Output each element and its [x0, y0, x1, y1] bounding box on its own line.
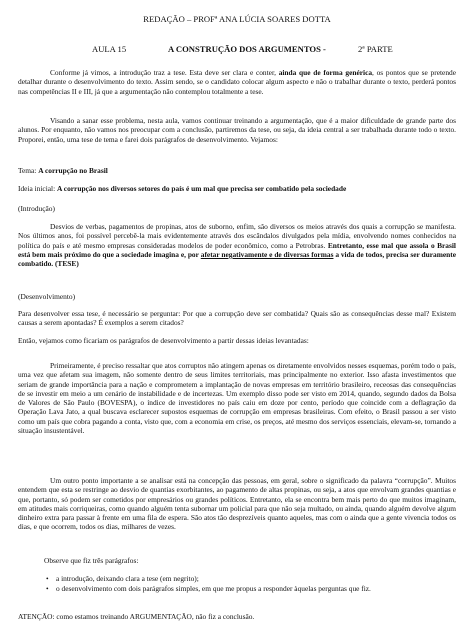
- observe-text: Observe que fiz três parágrafos:: [44, 556, 139, 565]
- second-paragraph: Visando a sanar esse problema, nesta aula, vamos continuar treinando a argumentação, que é a maior dificuldade de grande parte dos alunos. Por enquanto, não vamos nos preocupar com a conclusão, partiremos da tese, ou seja, da ideia central a ser trabalhada durante todo o texto. Proporei, então, uma tese de tema e farei dois parágrafos de desenvolvimento. Vejamos:: [18, 116, 456, 144]
- introduction-bold-1: Entretanto, esse mal que assola o Brasil está bem mais próximo do que a sociedade imagina e, por: [18, 240, 456, 259]
- introduction-tese: (TESE): [54, 259, 79, 269]
- lesson-title: A CONSTRUÇÃO DOS ARGUMENTOS -: [168, 44, 326, 54]
- theme-line: [18, 166, 456, 175]
- intro-paragraph-bold: ainda que de forma genérica: [278, 68, 373, 77]
- introduction-paragraph: [18, 222, 456, 268]
- lesson-number: AULA 15: [92, 44, 127, 54]
- document-header-title: REDAÇÃO – PROFª ANA LÚCIA SOARES DOTTA: [143, 14, 331, 24]
- summary-list: [46, 574, 466, 594]
- initial-idea-line: [18, 184, 456, 193]
- introduction-underlined: afetar negativamente e de diversas formas: [200, 249, 334, 259]
- intro-paragraph-text: Conforme já vimos, a introdução traz a tese. Esta deve ser clara e conter,: [50, 68, 276, 77]
- list-item: • o desenvolvimento com dois parágrafos simples, em que me propus a responder àquelas perguntas que fiz.: [46, 584, 466, 594]
- development-label: (Desenvolvimento): [18, 292, 76, 301]
- introduction-bold-2: a vida de todos, precisa ser duramente combatido.: [18, 249, 456, 269]
- intro-paragraph-text-after: , os pontos que se pretende detalhar durante o desenvolvimento do texto. Assim sendo, se o candidato colocar algum aspecto e não o trabalhar durante o texto, perderá pontos nas competências II e III, já que a argumentação não contemplou totalmente a tese.: [18, 68, 456, 96]
- attention-note: ATENÇÃO: como estamos treinando ARGUMENTAÇÃO, não fiz a conclusão.: [18, 612, 255, 621]
- development-paragraph-1: Primeiramente, é preciso ressaltar que atos corruptos não atingem apenas os diretamente envolvidos nesses esquemas, porém todo o país, uma vez que afetam sua imagem, não somente dentro de seus limites territoriais, mas principalmente no exterior. Isso afasta investimentos que seriam de grande importância para a nação e comprometem a implantação de novas empresas em território brasileiro, receosas das consequências de se investir em meio a um cenário de instabilidade e de incertezas. Um exemplo disso pode ser visto em 2014, quando, segundo dados da Bolsa de Valores de São Paulo (BOVESPA), o índice de investidores no país caiu em doze por cento, período que coincide com a deflagração da Operação Lava Jato, a qual buscava esclarecer supostos esquemas de corrupção em empresas brasileiras. Com efeito, o Brasil passou a ser visto como um país que cobra pagando a conta, visto que, com a economia em crise, os preços, até mesmo dos serviços essenciais, elevam-se, tornando a situação insustentável.: [18, 361, 456, 436]
- introduction-label: (Introdução): [18, 204, 55, 213]
- then-text: Então, vejamos como ficariam os parágrafos de desenvolvimento a partir dessas ideias levantadas:: [18, 336, 309, 345]
- initial-idea-label: Ideia inicial:: [18, 184, 56, 193]
- introduction-text: Desvios de verbas, pagamentos de propinas, atos de suborno, enfim, são diversos os meios através dos quais a corrupção se manifesta. Nos últimos anos, foi possível percebê-la mais evidentemente através dos escândalos divulgados pela mídia, envolvendo nomes conhecidos na política do país e até mesmo empresas consideradas modelos de poder econômico, como a Petrobras.: [18, 222, 456, 250]
- list-item: • a introdução, deixando clara a tese (em negrito);: [46, 574, 466, 584]
- development-paragraph-2: Um outro ponto importante a se analisar está na concepção das pessoas, em geral, sobre o significado da palavra “corrupção”. Muitos entendem que esta se restringe ao desvio de quantias exorbitantes, ao pagamento de altas propinas, ou seja, a atos que envolvam grandes quantias e que, portanto, só podem ser cometidos por empresários ou grandes políticos. Entretanto, ela se encontra bem mais perto do que muitos imaginam, em atitudes mais corriqueiras, como quando alguém tenta subornar um policial para que não seja multado, ou ainda, quando alguém devolve algum dinheiro extra para passar à frente em uma fila de espera. São atos tão desprezíveis quanto aqueles, mas com o ainda que a gente vivencia todos os dias, e que ocorrem, todos os dias, milhares de vezes.: [18, 476, 456, 532]
- lesson-part: 2ª PARTE: [358, 44, 393, 54]
- initial-idea-value: A corrupção nos diversos setores do país é um mal que precisa ser combatido pela sociedade: [57, 184, 347, 193]
- intro-paragraph: [18, 68, 456, 96]
- development-questions: Para desenvolver essa tese, é necessário se perguntar: Por que a corrupção deve ser combatida? Quais são as consequências desse mal? Existem causas a serem apontadas? É exemplos a serem citados?: [18, 309, 456, 328]
- theme-label: Tema:: [18, 166, 37, 175]
- theme-value: A corrupção no Brasil: [38, 166, 108, 175]
